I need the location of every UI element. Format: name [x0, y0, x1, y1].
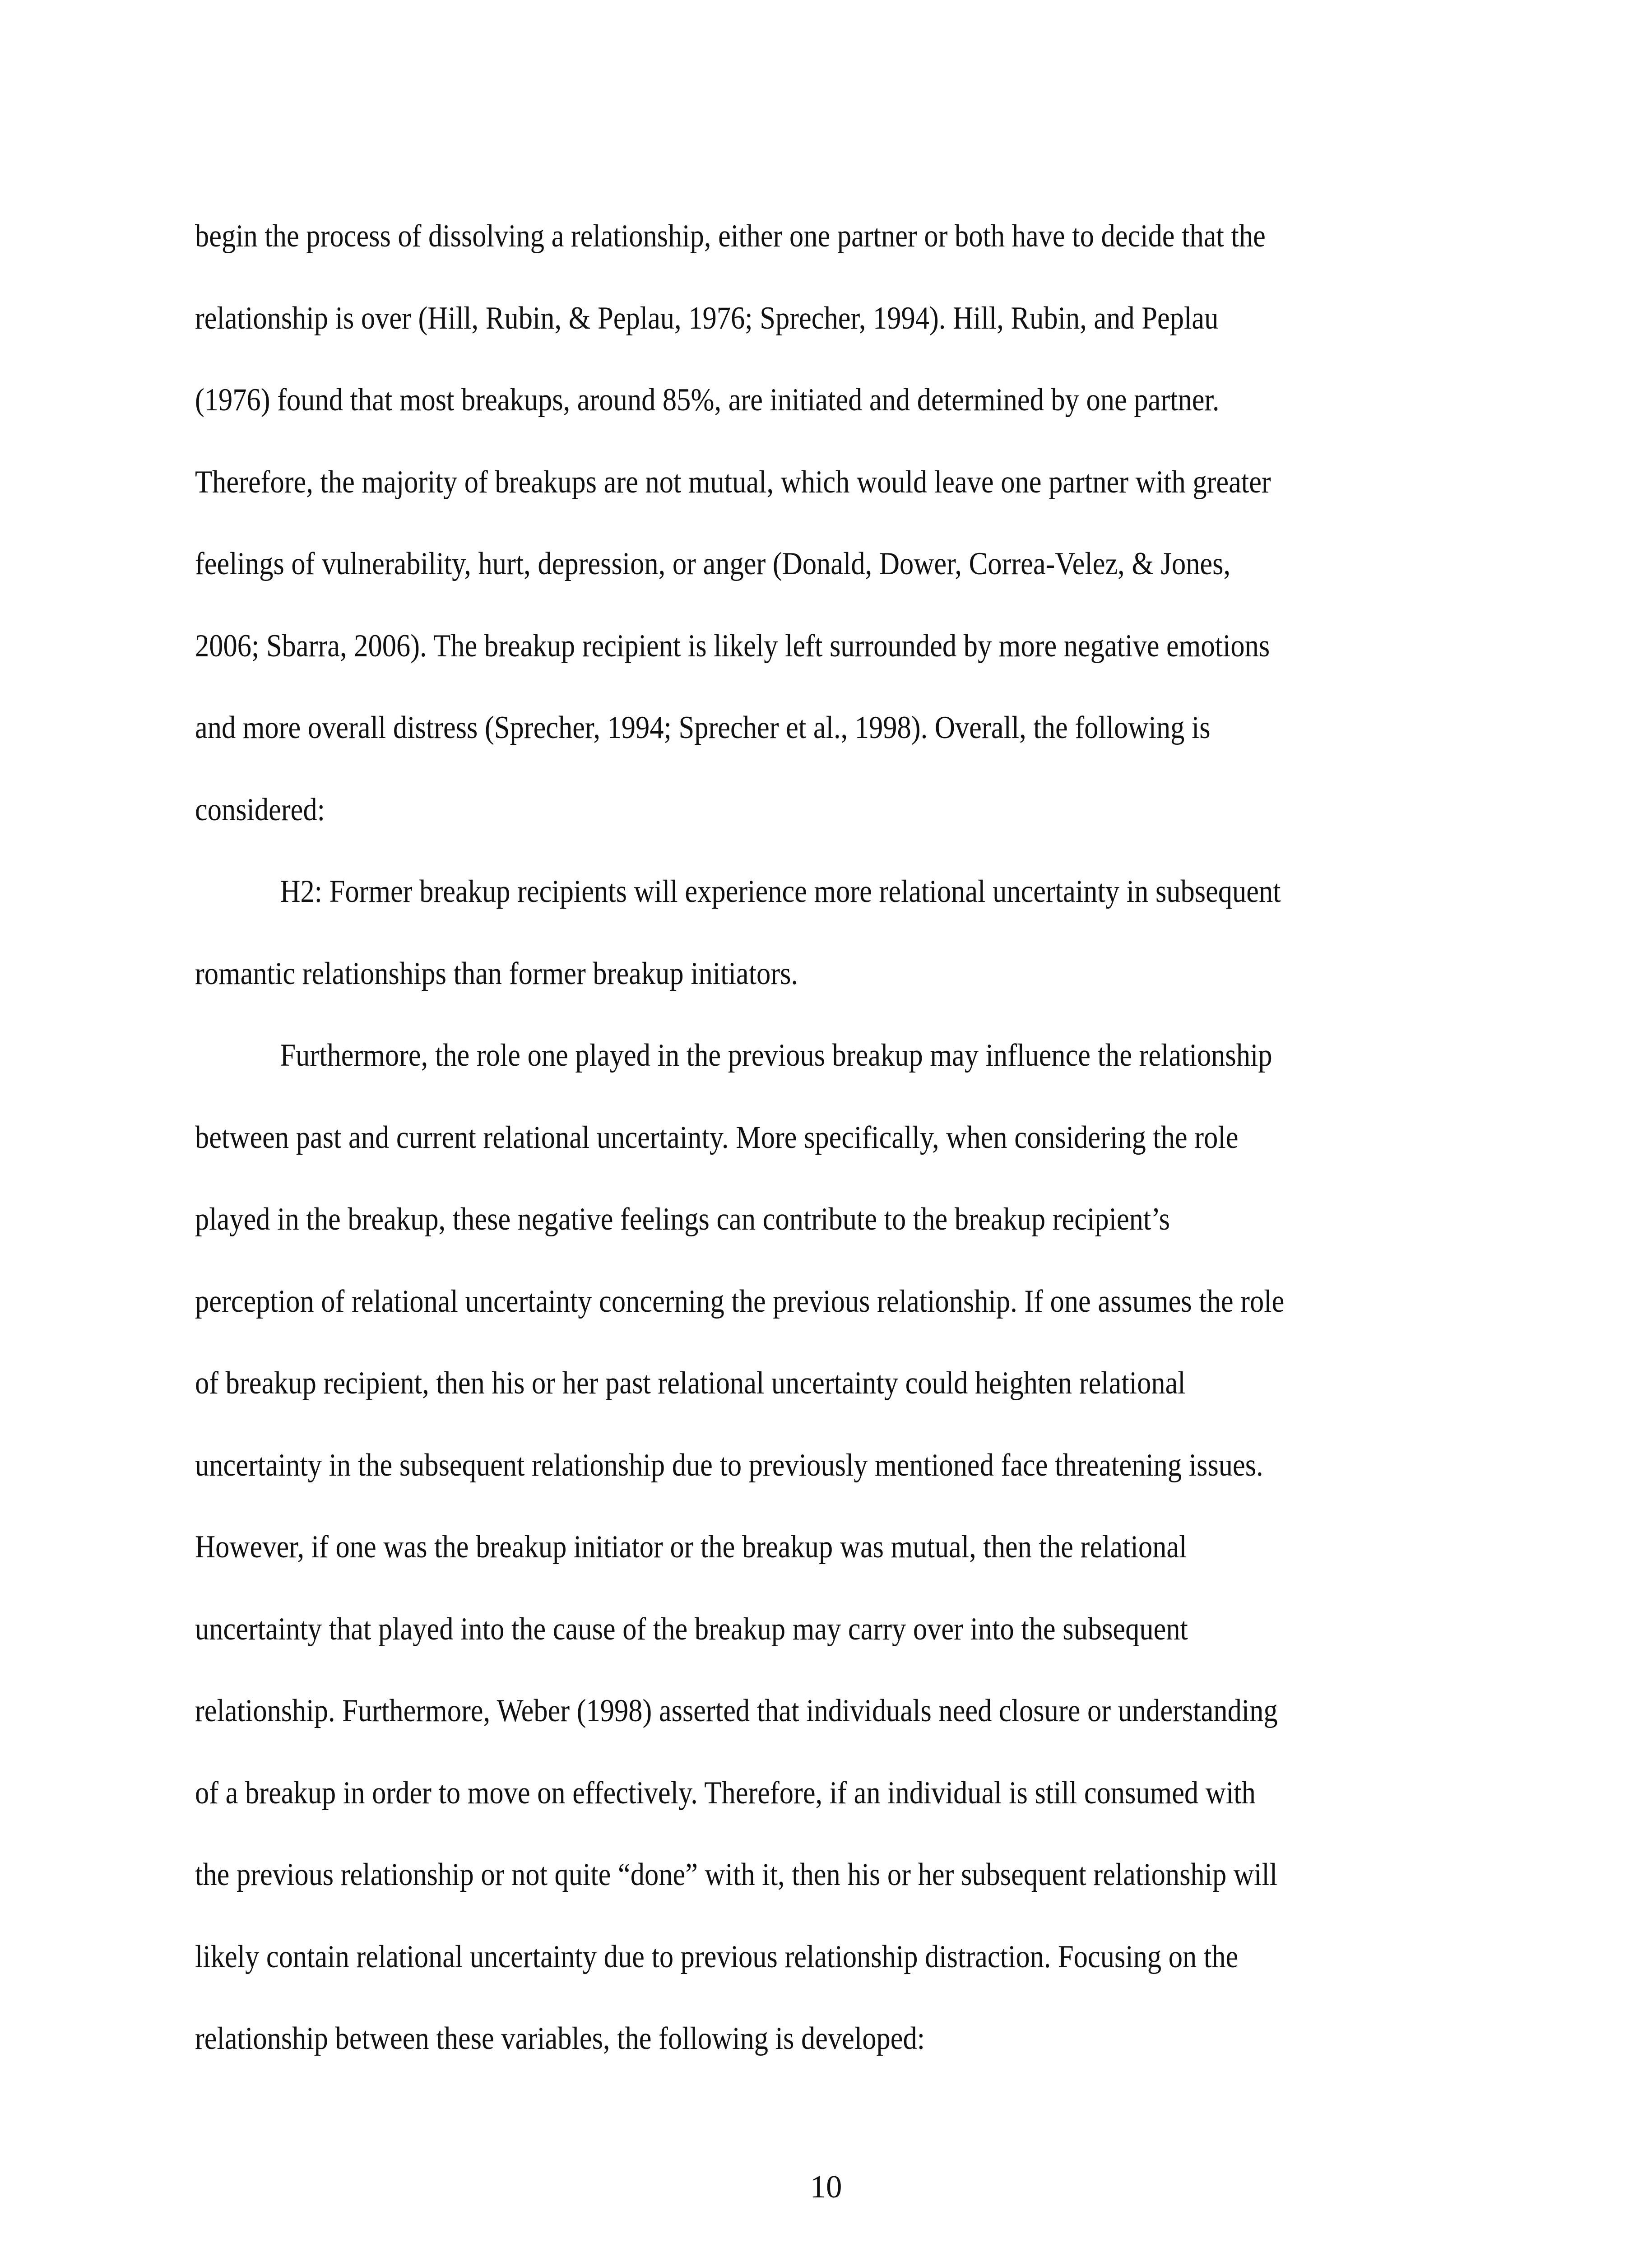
text-line-8: considered: [195, 792, 325, 827]
text-line-20: of a breakup in order to move on effectively. Therefore, if an individual is still consumed with [195, 1775, 1256, 1811]
text-line-4: Therefore, the majority of breakups are not mutual, which would leave one partner with greater [195, 464, 1271, 500]
text-line-18: uncertainty that played into the cause of the breakup may carry over into the subsequent [195, 1611, 1188, 1647]
text-line-16: uncertainty in the subsequent relationship due to previously mentioned face threatening issues. [195, 1447, 1263, 1483]
text-line-22: likely contain relational uncertainty due to previous relationship distraction. Focusing on the [195, 1939, 1239, 1974]
text-line-12: between past and current relational uncertainty. More specifically, when considering the role [195, 1119, 1239, 1155]
text-line-21: the previous relationship or not quite “done” with it, then his or her subsequent relationship will [195, 1857, 1278, 1892]
text-line-17: However, if one was the breakup initiator or the breakup was mutual, then the relational [195, 1529, 1187, 1565]
text-line-1: begin the process of dissolving a relationship, either one partner or both have to decide that the [195, 218, 1266, 254]
text-line-15: of breakup recipient, then his or her past relational uncertainty could heighten relational [195, 1365, 1186, 1401]
text-line-7: and more overall distress (Sprecher, 1994; Sprecher et al., 1998). Overall, the following is [195, 710, 1211, 745]
text-line-6: 2006; Sbarra, 2006). The breakup recipient is likely left surrounded by more negative emotions [195, 628, 1270, 664]
text-line-11: Furthermore, the role one played in the previous breakup may influence the relationship [280, 1038, 1272, 1073]
text-line-19: relationship. Furthermore, Weber (1998) asserted that individuals need closure or understanding [195, 1693, 1278, 1728]
text-line-3: (1976) found that most breakups, around 85%, are initiated and determined by one partner. [195, 382, 1220, 418]
text-line-13: played in the breakup, these negative feelings can contribute to the breakup recipient’s [195, 1202, 1170, 1237]
body-text [195, 211, 1347, 2096]
hypothesis-line-2: romantic relationships than former breakup initiators. [195, 956, 798, 991]
text-line-2: relationship is over (Hill, Rubin, & Peplau, 1976; Sprecher, 1994). Hill, Rubin, and Peplau [195, 300, 1219, 336]
page-number: 10 [810, 2169, 842, 2205]
text-line-14: perception of relational uncertainty concerning the previous relationship. If one assumes the role [195, 1283, 1285, 1319]
text-line-23: relationship between these variables, the following is developed: [195, 2021, 925, 2056]
text-line-5: feelings of vulnerability, hurt, depression, or anger (Donald, Dower, Correa-Velez, & Jones, [195, 546, 1231, 581]
hypothesis-line-1: H2: Former breakup recipients will experience more relational uncertainty in subsequent [280, 874, 1281, 909]
